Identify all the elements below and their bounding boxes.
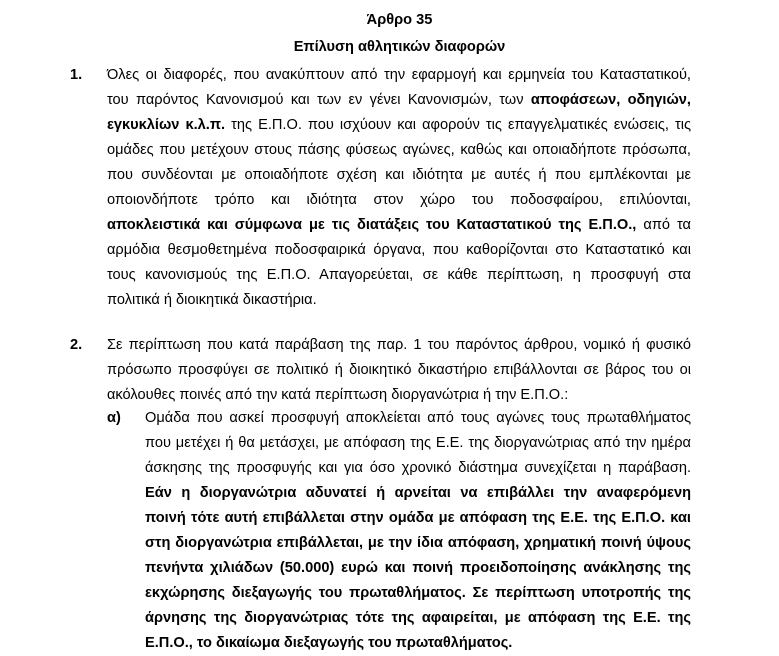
text-line bbox=[107, 288, 691, 313]
bold-text: ποινή τότε αυτή επιβάλλεται στην ομάδα με απόφαση της Ε.Ε. της Ε.Π.Ο. και bbox=[145, 510, 691, 526]
text-line bbox=[107, 213, 691, 238]
text-line bbox=[145, 556, 691, 581]
text-line bbox=[145, 581, 691, 606]
item-label: α) bbox=[107, 410, 121, 426]
text-segment: άσκησης της προσφυγής και για όσο χρονικό διάστημα συνεχίζεται η παράβαση. bbox=[145, 460, 691, 476]
text-line bbox=[107, 138, 691, 163]
bold-text: Ε.Π.Ο., το δικαίωμα διεξαγωγής του πρωταθλήματος. bbox=[145, 635, 513, 651]
text-segment: πολιτικά ή διοικητικά δικαστήρια. bbox=[107, 292, 317, 308]
text-segment: από τα bbox=[636, 217, 691, 233]
text-line bbox=[107, 88, 691, 113]
paragraph-2 bbox=[107, 333, 691, 408]
text-segment: Όλες οι διαφορές, που ανακύπτουν από την εφαρμογή και ερμηνεία του Καταστατικού, bbox=[107, 67, 691, 83]
text-line bbox=[145, 531, 691, 556]
text-line bbox=[107, 238, 691, 263]
paragraph-1 bbox=[107, 63, 691, 313]
text-segment: οποιονδήποτε τρόπο και ιδιότητα στον χώρο του ποδοσφαίρου, επιλύονται, bbox=[107, 192, 691, 208]
text-line bbox=[107, 333, 691, 358]
bold-text: αποκλειστικά και σύμφωνα με τις διατάξεις του Καταστατικού της Ε.Π.Ο., bbox=[107, 217, 637, 233]
bold-text: αποφάσεων, οδηγιών, bbox=[530, 92, 691, 108]
text-segment: που συνδέονται με οποιαδήποτε σχέση και ιδιότητα με αυτές ή που εμπλέκονται με bbox=[107, 167, 691, 183]
text-segment: πρόσωπο προσφύγει σε πολιτικό ή διοικητικό δικαστήριο επιβάλλονται σε βάρος του οι bbox=[107, 362, 691, 378]
text-line bbox=[107, 188, 691, 213]
article-title: Άρθρο 35 bbox=[366, 12, 433, 28]
text-line bbox=[107, 263, 691, 288]
bold-text: Εάν η διοργανώτρια αδυνατεί ή αρνείται να επιβάλλει την αναφερόμενη bbox=[145, 485, 691, 501]
article-subtitle: Επίλυση αθλητικών διαφορών bbox=[293, 39, 506, 55]
text-segment: του παρόντος Κανονισμού και των εν γένει Κανονισμών, των bbox=[107, 92, 531, 108]
text-line bbox=[107, 383, 691, 408]
text-line bbox=[107, 358, 691, 383]
bold-text: πενήντα χιλιάδων (50.000) ευρώ και ποινή προειδοποίησης ανάκλησης της bbox=[145, 560, 691, 576]
paragraph-2-item-a bbox=[145, 406, 691, 656]
text-line bbox=[145, 431, 691, 456]
bold-text: εκχώρησης διεξαγωγής του πρωταθλήματος. Σε περίπτωση υποτροπής της bbox=[145, 585, 691, 601]
text-line bbox=[145, 506, 691, 531]
paragraph-number: 1. bbox=[70, 67, 83, 83]
text-line bbox=[145, 406, 691, 431]
text-line bbox=[145, 456, 691, 481]
text-segment: Σε περίπτωση που κατά παράβαση της παρ. 1 του παρόντος άρθρου, νομικό ή φυσικό bbox=[107, 337, 691, 353]
bold-text: άρνησης της διοργανώτριας τότε της αφαιρείται, με απόφαση της Ε.Ε. της bbox=[145, 610, 691, 626]
text-line bbox=[107, 63, 691, 88]
text-segment: τους κανονισμούς της Ε.Π.Ο. Απαγορεύεται, σε κάθε περίπτωση, η προσφυγή στα bbox=[107, 267, 691, 283]
text-line bbox=[145, 606, 691, 631]
text-line bbox=[107, 113, 691, 138]
text-line bbox=[145, 631, 691, 656]
text-line bbox=[107, 163, 691, 188]
paragraph-number: 2. bbox=[70, 337, 83, 353]
text-segment: ομάδες που μετέχουν στους πάσης φύσεως αγώνες, καθώς και οποιαδήποτε πρόσωπα, bbox=[107, 142, 691, 158]
text-line bbox=[145, 481, 691, 506]
text-segment: της Ε.Π.Ο. που ισχύουν και αφορούν τις επαγγελματικές ενώσεις, τις bbox=[225, 117, 692, 133]
bold-text: στη διοργανώτρια επιβάλλεται, με την ίδια απόφαση, χρηματική ποινή ύψους bbox=[145, 535, 691, 551]
text-segment: αρμόδια θεσμοθετημένα ποδοσφαιρικά όργανα, που καθορίζονται στο Καταστατικό και bbox=[107, 242, 691, 258]
text-segment: ακόλουθες ποινές από την κατά περίπτωση διοργανώτρια ή την Ε.Π.Ο.: bbox=[107, 387, 569, 403]
bold-text: εγκυκλίων κ.λ.π. bbox=[107, 117, 226, 133]
text-segment: που μετέχει ή θα μετάσχει, με απόφαση της Ε.Ε. της διοργανώτριας από την ημέρα bbox=[145, 435, 691, 451]
text-segment: Ομάδα που ασκεί προσφυγή αποκλείεται από τους αγώνες τους πρωταθλήματος bbox=[145, 410, 691, 426]
